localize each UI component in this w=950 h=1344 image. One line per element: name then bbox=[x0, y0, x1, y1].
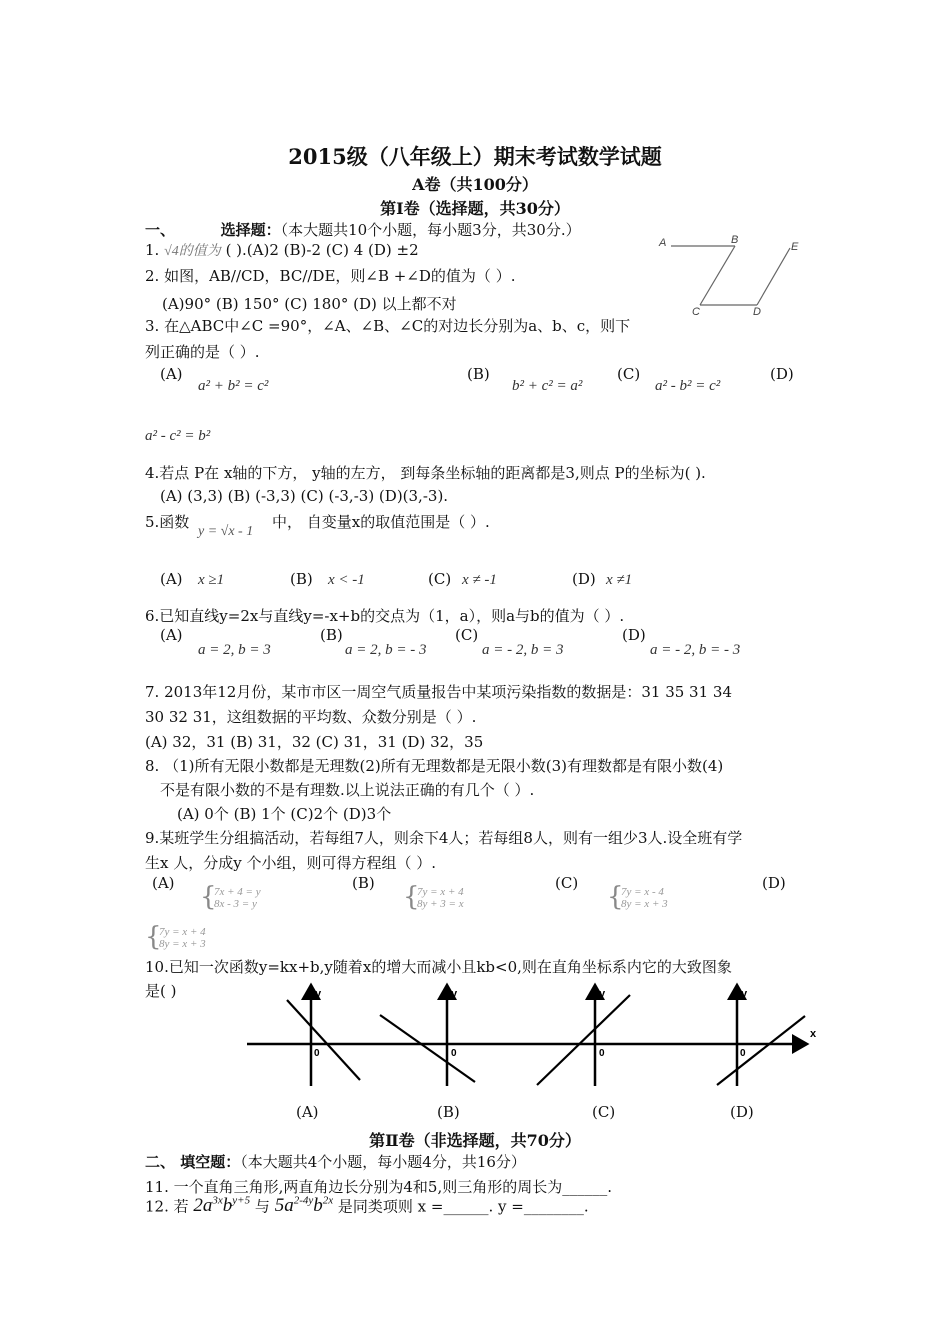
q12-e2: y+5 bbox=[232, 1195, 251, 1207]
question-7-line-1: 7. 2013年12月份，某市市区一周空气质量报告中某项污染指数的数据是：31 35 31 34 bbox=[145, 683, 732, 701]
q9-system-a-lines bbox=[214, 886, 261, 910]
q6-label-d: (D) bbox=[622, 626, 646, 644]
paper-a-heading: A卷（共100分） bbox=[412, 175, 538, 194]
part2-heading: 第Ⅱ卷（非选择题，共70分） bbox=[369, 1131, 581, 1150]
q9-system-d-lines bbox=[159, 926, 206, 950]
q10-d-origin: 0 bbox=[740, 1048, 746, 1059]
q10-graph-a bbox=[247, 985, 385, 1086]
q10-graphs bbox=[245, 980, 845, 1090]
q9-b-eq1: 7y = x + 4 bbox=[417, 886, 464, 898]
q3-label-d: (D) bbox=[770, 365, 794, 383]
q9-c-eq1: 7y = x - 4 bbox=[621, 886, 664, 898]
question-12 bbox=[145, 1195, 589, 1217]
q12-prefix: 12. 若 bbox=[145, 1197, 189, 1216]
q5-label-b: (B) bbox=[290, 570, 313, 588]
q3-option-a: a² + b² = c² bbox=[198, 378, 269, 394]
q3-option-d: a² - c² = b² bbox=[145, 428, 211, 444]
q9-label-b: (B) bbox=[352, 874, 375, 892]
q5-option-a: x ≥1 bbox=[198, 572, 225, 588]
q12-e4: 2x bbox=[322, 1195, 334, 1207]
q6-label-a: (A) bbox=[160, 626, 183, 644]
question-3-stem-1: 3. 在△ABC中∠C =90°，∠A、∠B、∠C的对边长分别为a、b、c，则下 bbox=[145, 317, 631, 335]
fig-label-b: B bbox=[731, 234, 739, 246]
q5-option-c: x ≠ -1 bbox=[462, 572, 497, 588]
q12-rest: 是同类项则 x =______. y =________. bbox=[337, 1197, 589, 1216]
brace-icon: { bbox=[145, 922, 162, 952]
q9-b-eq2: 8y + 3 = x bbox=[417, 898, 464, 910]
q12-t2: b bbox=[222, 1195, 233, 1217]
question-5-rest: 中， 自变量x的取值范围是（ ）. bbox=[272, 513, 490, 531]
section-1-label: 选择题： bbox=[220, 221, 281, 239]
q6-option-c: a = - 2, b = 3 bbox=[482, 642, 564, 658]
question-2-stem: 2. 如图，AB//CD，BC//DE，则∠B +∠D的值为（ ）. bbox=[145, 267, 516, 285]
section-2-heading bbox=[145, 1151, 526, 1172]
q3-option-b: b² + c² = a² bbox=[512, 378, 583, 394]
question-10-line-1: 10.已知一次函数y=kx+b,y随着x的增大而减小且kb<0,则在直角坐标系内它的大致图象 bbox=[145, 958, 732, 976]
part1-heading: 第Ⅰ卷（选择题，共30分） bbox=[380, 199, 570, 218]
question-9-line-1: 9.某班学生分组搞活动，若每组7人，则余下4人；若每组8人，则有一组少3人.设全班有学 bbox=[145, 829, 743, 847]
q6-option-b: a = 2, b = - 3 bbox=[345, 642, 427, 658]
question-8-line-1: 8. （1)所有无限小数都是无理数(2)所有无理数都是无限小数(3)有理数都是有限小数(4) bbox=[145, 757, 724, 775]
section-2-desc: （本大题共4个小题，每小题4分，共16分） bbox=[240, 1153, 526, 1171]
q10-label-c: (C) bbox=[592, 1103, 616, 1121]
q10-b-y: y bbox=[451, 988, 458, 1000]
q5-label-a: (A) bbox=[160, 570, 183, 588]
q10-label-b: (B) bbox=[437, 1103, 460, 1121]
fig-label-c: C bbox=[692, 306, 700, 318]
q3-option-c: a² - b² = c² bbox=[655, 378, 721, 394]
q1-number: 1. bbox=[145, 241, 160, 259]
question-9-line-2: 生x 人，分成y 个小组，则可得方程组（ ）. bbox=[145, 854, 437, 872]
q5-option-b: x < -1 bbox=[328, 572, 365, 588]
question-7-line-2: 30 32 31，这组数据的平均数、众数分别是（ ）. bbox=[145, 708, 477, 726]
q12-mid: 与 bbox=[254, 1197, 270, 1216]
question-11: 11. 一个直角三角形,两直角边长分别为4和5,则三角形的周长为______. bbox=[145, 1178, 613, 1196]
q9-d-eq1: 7y = x + 4 bbox=[159, 926, 206, 938]
q12-e3: 2-4y bbox=[293, 1195, 314, 1207]
q10-b-origin: 0 bbox=[451, 1048, 457, 1059]
q1-expression: √4的值为 bbox=[164, 244, 221, 259]
q10-graph-d bbox=[665, 985, 817, 1086]
q10-a-y: y bbox=[315, 988, 322, 1000]
q10-graph-c bbox=[525, 985, 665, 1086]
q10-label-d: (D) bbox=[730, 1103, 754, 1121]
brace-icon: { bbox=[607, 882, 624, 912]
fig-label-d: D bbox=[753, 306, 761, 318]
exam-title: 2015级（八年级上）期末考试数学试题 bbox=[288, 144, 662, 169]
q6-label-c: (C) bbox=[455, 626, 479, 644]
q12-t3: 5a bbox=[274, 1195, 294, 1217]
q9-label-d: (D) bbox=[762, 874, 786, 892]
q12-term-1 bbox=[193, 1195, 250, 1216]
q1-options: ( ).(A)2 (B)-2 (C) 4 (D) ±2 bbox=[225, 241, 419, 259]
q6-option-a: a = 2, b = 3 bbox=[198, 642, 271, 658]
brace-icon: { bbox=[403, 882, 420, 912]
brace-icon: { bbox=[200, 882, 217, 912]
section-2-label: 二、 填空题： bbox=[145, 1153, 241, 1171]
question-5-number: 5.函数 bbox=[145, 513, 190, 531]
question-8-line-2: 不是有限小数的不是有理数.以上说法正确的有几个（ ）. bbox=[160, 781, 535, 799]
q10-d-y: y bbox=[741, 988, 748, 1000]
section-1-heading bbox=[145, 219, 581, 240]
question-2-options: (A)90° (B) 150° (C) 180° (D) 以上都不对 bbox=[162, 295, 457, 313]
fig-label-a: A bbox=[659, 237, 667, 249]
question-6-stem: 6.已知直线y=2x与直线y=-x+b的交点为（1，a），则a与b的值为（ ）. bbox=[145, 607, 625, 625]
q9-label-a: (A) bbox=[152, 874, 175, 892]
q12-t1: 2a bbox=[193, 1195, 213, 1217]
q5-function: y = √x - 1 bbox=[198, 524, 254, 539]
q5-label-d: (D) bbox=[572, 570, 596, 588]
q3-label-c: (C) bbox=[617, 365, 641, 383]
question-8-options: (A) 0个 (B) 1个 (C)2个 (D)3个 bbox=[177, 805, 392, 823]
q10-c-origin: 0 bbox=[599, 1048, 605, 1059]
q9-system-b-lines bbox=[417, 886, 464, 910]
section-1-desc: （本大题共10个小题，每小题3分，共30分.） bbox=[280, 221, 581, 239]
q9-d-eq2: 8y = x + 3 bbox=[159, 938, 206, 950]
question-10-line-2: 是( ) bbox=[145, 982, 177, 1000]
q10-graph-b bbox=[380, 985, 525, 1086]
question-7-options: (A) 32，31 (B) 31，32 (C) 31，31 (D) 32，35 bbox=[145, 733, 484, 751]
question-4-stem: 4.若点 P在 x轴的下方， y轴的左方， 到每条坐标轴的距离都是3,则点 P的坐标为( ). bbox=[145, 464, 706, 482]
question-3-stem-2: 列正确的是（ ）. bbox=[145, 343, 260, 361]
q9-label-c: (C) bbox=[555, 874, 579, 892]
q10-x-label: x bbox=[810, 1028, 817, 1040]
q10-c-y: y bbox=[599, 988, 606, 1000]
q3-label-a: (A) bbox=[160, 365, 183, 383]
q12-e1: 3x bbox=[212, 1195, 223, 1207]
q5-option-d: x ≠1 bbox=[606, 572, 633, 588]
question-4-options: (A) (3,3) (B) (-3,3) (C) (-3,-3) (D)(3,-3). bbox=[160, 487, 449, 505]
q10-a-origin: 0 bbox=[314, 1048, 320, 1059]
q12-t4: b bbox=[313, 1195, 323, 1217]
q9-system-c-lines bbox=[621, 886, 668, 910]
q5-label-c: (C) bbox=[428, 570, 452, 588]
question-1 bbox=[145, 240, 419, 260]
q6-label-b: (B) bbox=[320, 626, 343, 644]
q10-label-a: (A) bbox=[296, 1103, 319, 1121]
section-1-number: 一、 bbox=[145, 221, 176, 239]
parallelogram-figure bbox=[655, 233, 805, 318]
q9-a-eq2: 8x - 3 = y bbox=[214, 898, 257, 910]
q9-c-eq2: 8y = x + 3 bbox=[621, 898, 668, 910]
fig-label-e: E bbox=[791, 241, 799, 253]
q12-term-2 bbox=[275, 1195, 333, 1216]
q6-option-d: a = - 2, b = - 3 bbox=[650, 642, 741, 658]
q9-a-eq1: 7x + 4 = y bbox=[214, 886, 261, 898]
q3-label-b: (B) bbox=[467, 365, 490, 383]
